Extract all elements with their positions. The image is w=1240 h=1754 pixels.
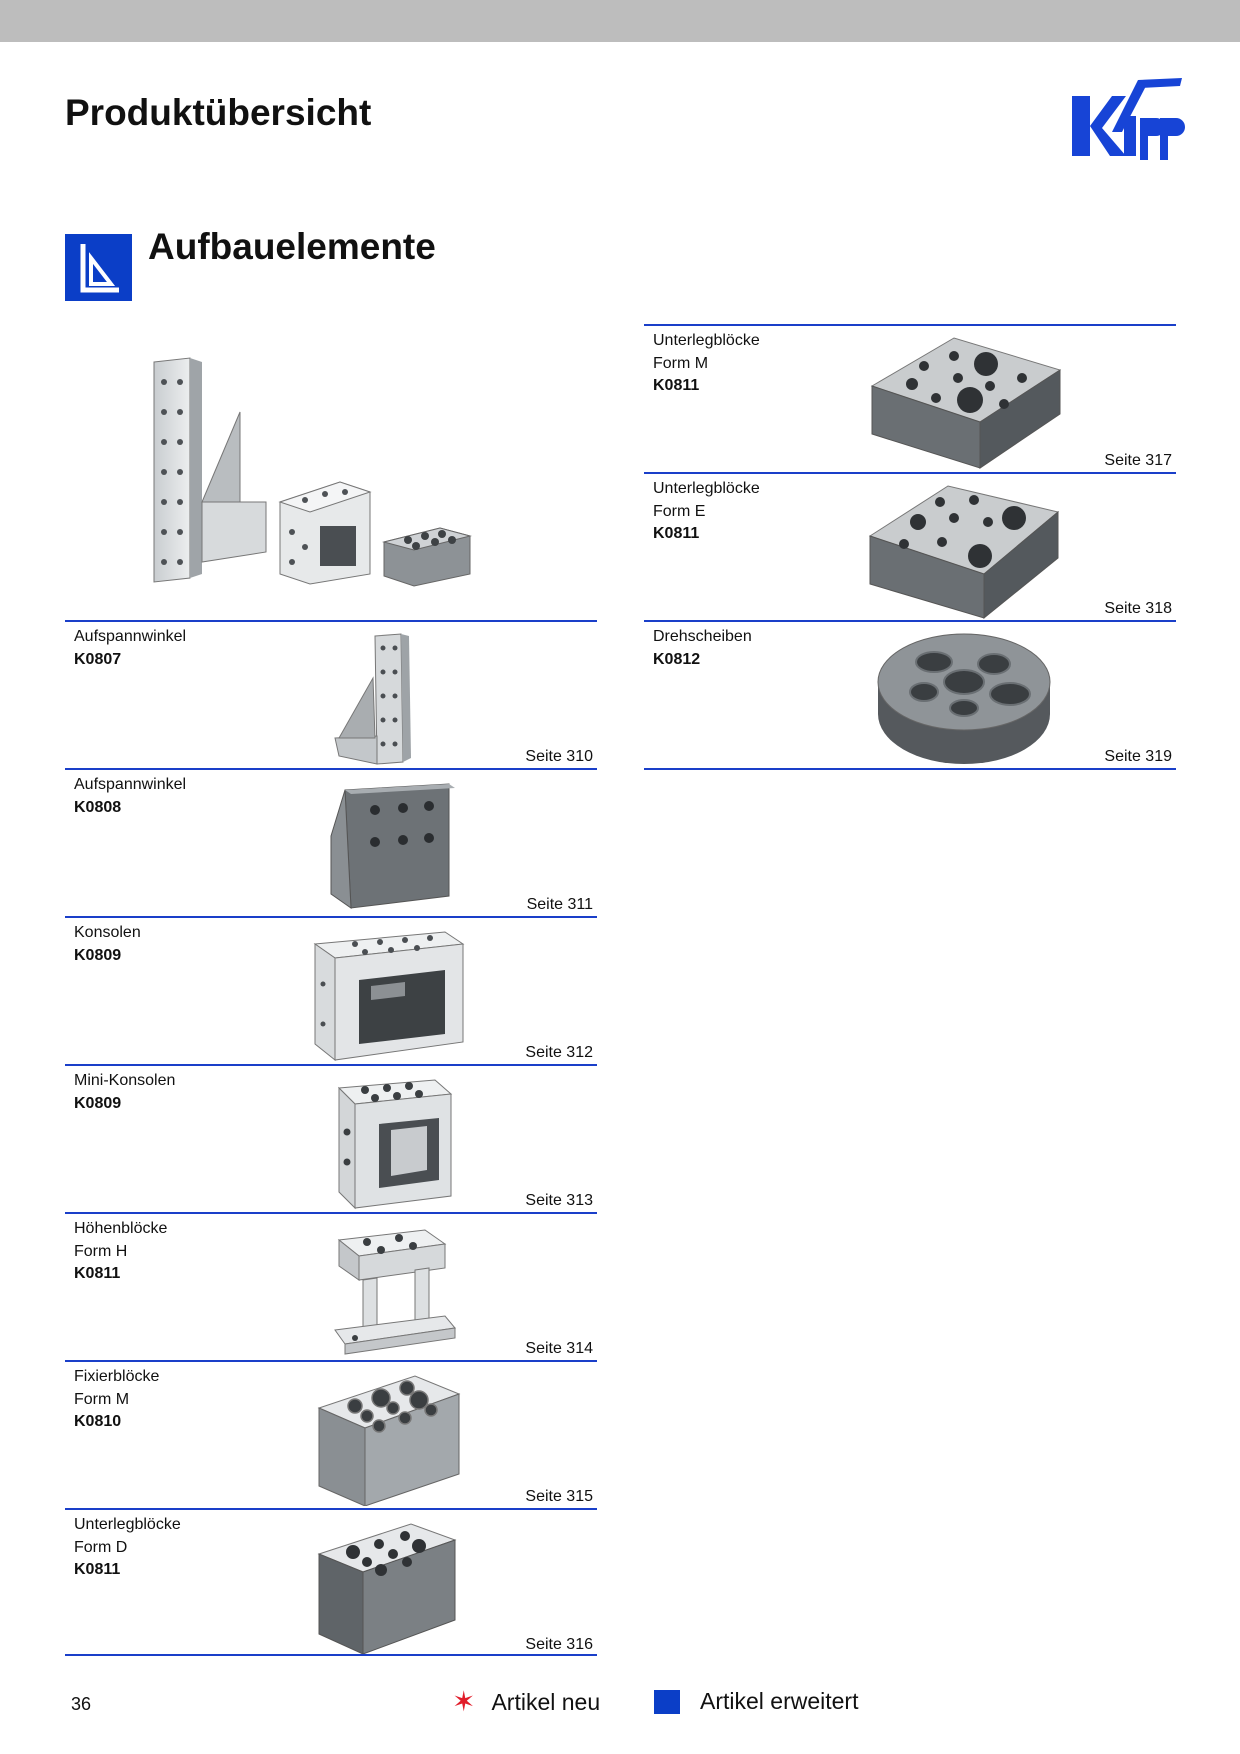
console-box-image	[295, 924, 475, 1062]
left-column-bottom-rule	[65, 1654, 597, 1656]
product-name: Unterlegblöcke Form D K0811	[74, 1514, 181, 1582]
page-reference-link[interactable]: Seite 315	[525, 1488, 593, 1505]
page-title: Produktübersicht	[65, 92, 372, 133]
product-code: K0808	[74, 798, 122, 816]
product-card-aufspannwinkel-k0808[interactable]	[65, 768, 597, 918]
product-code: K0811	[74, 1561, 121, 1578]
height-block-image	[295, 1220, 475, 1358]
page-reference-link[interactable]: Seite 317	[1104, 452, 1172, 469]
angle-plate-wide-image	[295, 776, 475, 914]
blue-square-icon	[654, 1690, 680, 1714]
page-reference-link[interactable]: Seite 318	[1104, 600, 1172, 617]
page-reference-link[interactable]: Seite 311	[526, 896, 593, 913]
product-code: K0812	[653, 650, 701, 668]
product-card-konsolen-k0809[interactable]	[65, 916, 597, 1066]
product-name: Unterlegblöcke Form E K0811	[653, 478, 760, 546]
riser-block-e-image	[864, 478, 1064, 620]
kipp-logo	[1068, 74, 1190, 166]
product-name: Drehscheiben K0812	[653, 626, 752, 671]
product-card-unterlegbloecke-d-k0811[interactable]	[65, 1508, 597, 1658]
legend-extended-label: Artikel erweitert	[700, 1688, 859, 1714]
product-name: Mini-Konsolen K0809	[74, 1070, 175, 1115]
product-group-image	[140, 352, 500, 592]
product-code: K0807	[74, 650, 122, 668]
page-reference-link[interactable]: Seite 319	[1104, 748, 1172, 765]
page-reference-link[interactable]: Seite 314	[525, 1340, 593, 1357]
product-card-aufspannwinkel-k0807[interactable]	[65, 620, 597, 770]
product-card-fixierbloecke-k0810[interactable]	[65, 1360, 597, 1510]
legend-extended	[654, 1688, 858, 1715]
riser-block-m-image	[864, 330, 1064, 472]
page-reference-link[interactable]: Seite 312	[525, 1044, 593, 1061]
product-code: K0811	[74, 1265, 121, 1282]
product-code: K0811	[653, 377, 700, 394]
legend-new	[452, 1688, 600, 1716]
product-code: K0811	[653, 525, 700, 542]
page-reference-link[interactable]: Seite 313	[525, 1192, 593, 1209]
product-card-hoehenbloecke-k0811[interactable]	[65, 1212, 597, 1362]
product-card-unterlegbloecke-m-k0811[interactable]	[644, 324, 1176, 474]
product-name: Unterlegblöcke Form M K0811	[653, 330, 760, 398]
page-reference-link[interactable]: Seite 316	[525, 1636, 593, 1653]
product-card-mini-konsolen-k0809[interactable]	[65, 1064, 597, 1214]
product-code: K0810	[74, 1413, 122, 1430]
product-card-unterlegbloecke-e-k0811[interactable]	[644, 472, 1176, 622]
product-name: Konsolen K0809	[74, 922, 141, 967]
page-number: 36	[71, 1694, 92, 1714]
star-icon: ✶	[452, 1686, 476, 1717]
page-reference-link[interactable]: Seite 310	[525, 748, 593, 765]
mini-console-image	[295, 1072, 475, 1210]
riser-block-d-image	[295, 1516, 475, 1654]
product-code: K0809	[74, 1094, 122, 1112]
right-column-bottom-rule	[644, 768, 1176, 770]
product-code: K0809	[74, 946, 122, 964]
top-bar	[0, 0, 1240, 42]
product-card-drehscheiben-k0812[interactable]	[644, 620, 1176, 770]
product-name: Aufspannwinkel K0807	[74, 626, 186, 671]
section-icon	[65, 234, 132, 301]
legend-new-label: Artikel neu	[491, 1688, 601, 1715]
angle-plate-tall-image	[295, 628, 475, 766]
product-name: Fixierblöcke Form M K0810	[74, 1366, 159, 1434]
product-name: Aufspannwinkel K0808	[74, 774, 186, 819]
section-title: Aufbauelemente	[148, 226, 436, 267]
angle-square-icon	[65, 234, 132, 301]
product-name: Höhenblöcke Form H K0811	[74, 1218, 167, 1286]
turntable-disc-image	[864, 626, 1064, 768]
fixing-block-image	[295, 1368, 475, 1506]
